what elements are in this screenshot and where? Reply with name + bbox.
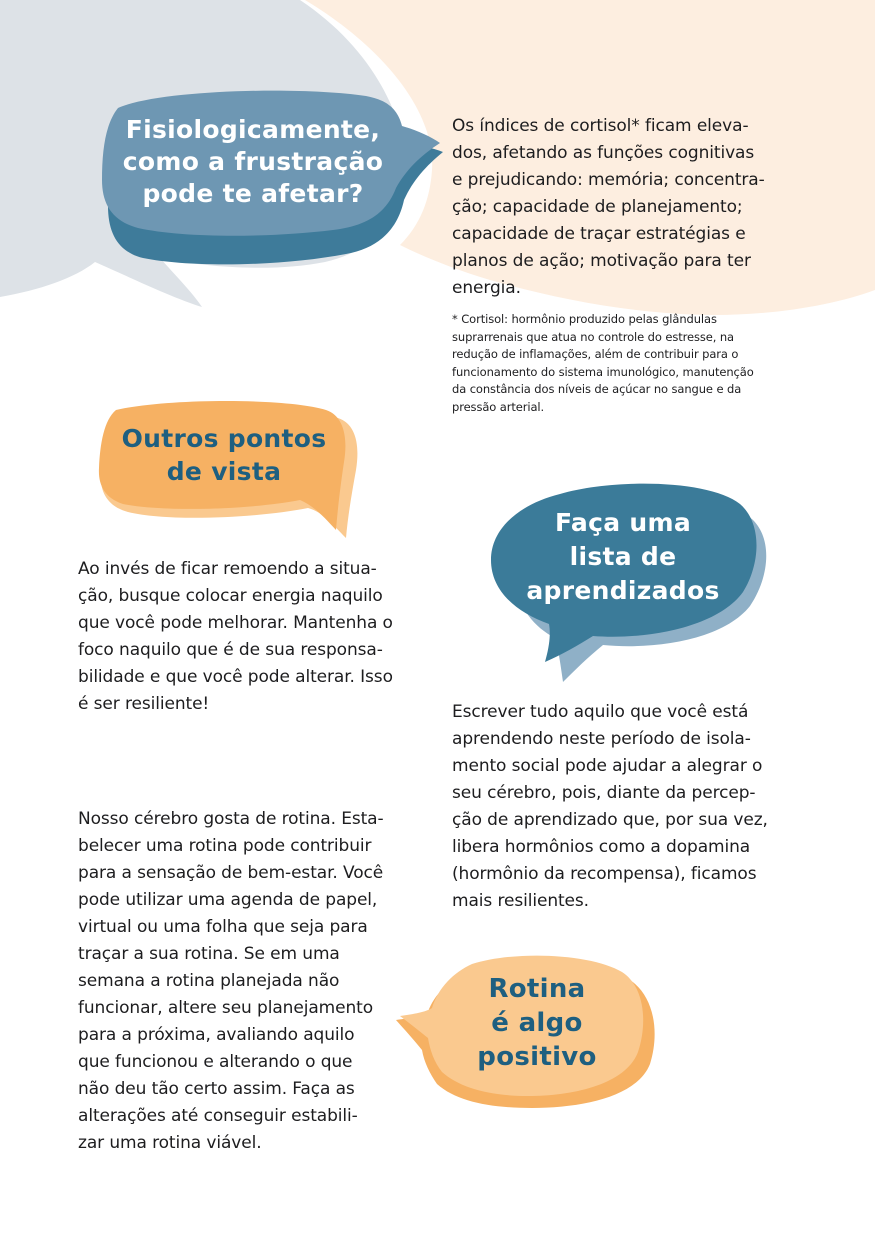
routine-heading-bubble: [392, 952, 662, 1112]
learning-heading: Faça uma lista de aprendizados: [526, 508, 720, 605]
physiology-body-text: Os índices de cortisol* ficam eleva- dos, afetando as funções cognitivas e prejudicando: memória; concentra- ção; capacidade de planejamento; capacidade de traçar estratégias e planos de ação; motivação para ter energia.: [452, 116, 765, 298]
routine-heading: Rotina é algo positivo: [477, 974, 597, 1072]
learning-heading-bubble: [485, 480, 775, 685]
viewpoints-heading: Outros pontos de vista: [121, 424, 327, 486]
viewpoints-heading-bubble: [98, 400, 363, 545]
physiology-heading: Fisiologicamente, como a frustração pode te afetar?: [122, 115, 384, 208]
physiology-heading-bubble: [98, 88, 448, 268]
cortisol-footnote: * Cortisol: hormônio produzido pelas glândulas suprarrenais que atua no controle do estresse, na redução de inflamações, além de contribuir para o funcionamento do sistema imunológico, manutenção da constância dos níveis de açúcar no sangue e da pressão arterial.: [452, 312, 754, 414]
routine-body-text: Nosso cérebro gosta de rotina. Esta- belecer uma rotina pode contribuir para a sensação de bem-estar. Você pode utilizar uma agenda de papel, virtual ou uma folha que seja para traçar a sua rotina. Se em uma semana a rotina planejada não funcionar, altere seu planejamento para a próxima, avaliando aquilo que funcionou e alterando o que não deu tão certo assim. Faça as alterações até conseguir estabili- zar uma rotina viável.: [78, 809, 384, 1153]
viewpoints-body-text: Ao invés de ficar remoendo a situa- ção, busque colocar energia naquilo que você pode melhorar. Mantenha o foco naquilo que é de sua responsa- bilidade e que você pode alterar. Isso é ser resiliente!: [78, 559, 393, 714]
learning-body-text: Escrever tudo aquilo que você está aprendendo neste período de isola- mento social pode ajudar a alegrar o seu cérebro, pois, diante da percep- ção de aprendizado que, por sua vez, libera hormônios como a dopamina (hormônio da recompensa), ficamos mais resilientes.: [452, 702, 768, 911]
